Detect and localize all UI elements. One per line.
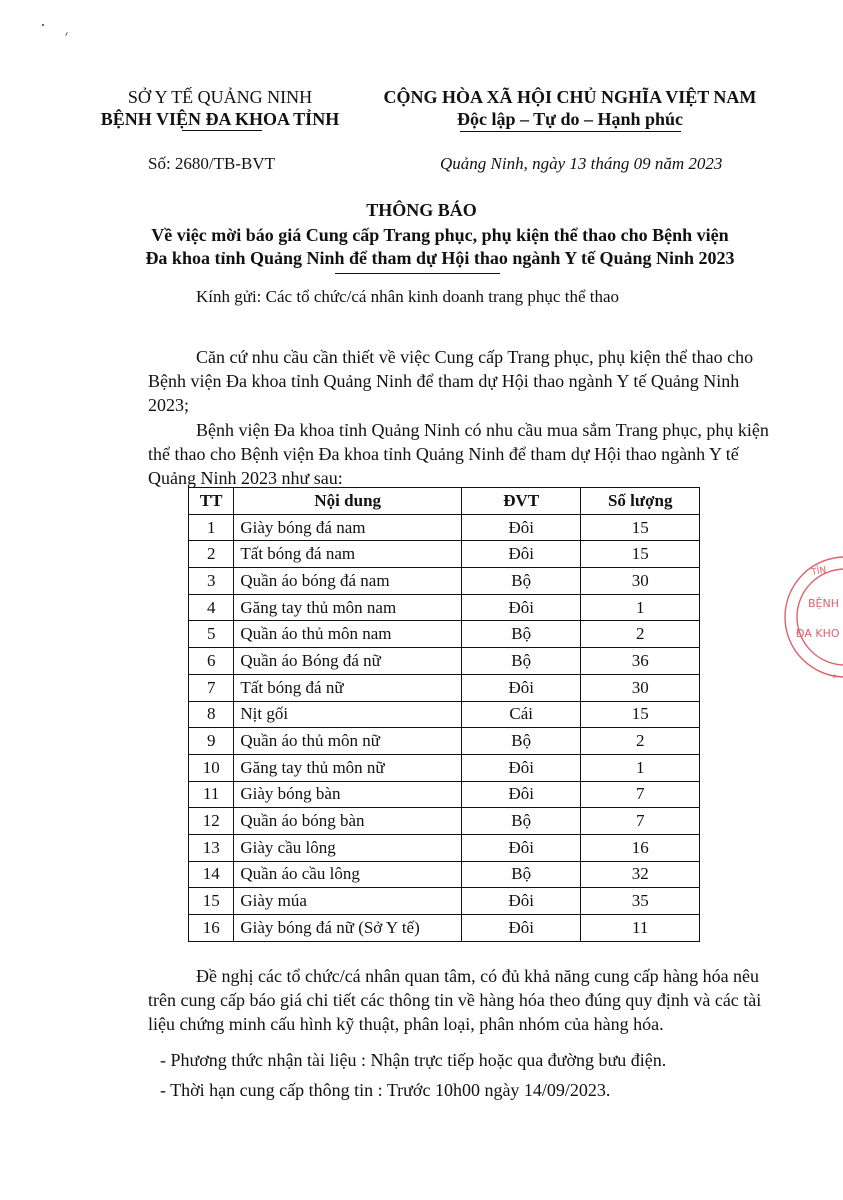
- row-number: 5: [189, 621, 234, 648]
- row-unit: Đôi: [462, 754, 581, 781]
- table-row: [189, 781, 700, 808]
- table-row: [189, 728, 700, 755]
- row-unit: Đôi: [462, 781, 581, 808]
- header-tt: TT: [189, 488, 234, 515]
- row-number: 1: [189, 514, 234, 541]
- document-number: Số: 2680/TB-BVT: [148, 154, 276, 173]
- paragraph-request-text: Đề nghị các tổ chức/cá nhân quan tâm, có đủ khả năng cung cấp hàng hóa nêu trên cung cấp báo giá chi tiết các thông tin về hàng hóa theo đúng quy định và các tài liệu chứng minh cấu hình kỹ thuật, phân loại, phân nhóm của hàng hóa.: [148, 966, 762, 1034]
- row-quantity: 15: [581, 541, 700, 568]
- recipient-line: Kính gửi: Các tổ chức/cá nhân kinh doanh trang phục thể thao: [196, 287, 620, 306]
- stamp-text-mid: BỆNH: [808, 597, 839, 610]
- nation-block: [360, 86, 780, 130]
- row-unit: Bộ: [462, 621, 581, 648]
- row-number: 12: [189, 808, 234, 835]
- row-content: Giày múa: [234, 888, 462, 915]
- row-content: Giày bóng bàn: [234, 781, 462, 808]
- row-quantity: 2: [581, 621, 700, 648]
- issuer-parent: SỞ Y TẾ QUẢNG NINH: [127, 87, 313, 107]
- table-row: [189, 594, 700, 621]
- row-unit: Bộ: [462, 808, 581, 835]
- row-number: 15: [189, 888, 234, 915]
- row-content: Quần áo thủ môn nam: [234, 621, 462, 648]
- row-quantity: 32: [581, 861, 700, 888]
- row-number: 16: [189, 915, 234, 942]
- issuer-underline: [182, 130, 262, 131]
- paragraph-deadline: - Thời hạn cung cấp thông tin : Trước 10h00 ngày 14/09/2023.: [160, 1080, 611, 1100]
- row-unit: Đôi: [462, 915, 581, 942]
- row-content: Giày bóng đá nữ (Sở Y tế): [234, 915, 462, 942]
- row-quantity: 1: [581, 754, 700, 781]
- header-quantity: Số lượng: [581, 488, 700, 515]
- table-row: [189, 674, 700, 701]
- items-table: [188, 487, 700, 942]
- row-quantity: 15: [581, 514, 700, 541]
- table-header-row: [189, 488, 700, 515]
- row-content: Tất bóng đá nam: [234, 541, 462, 568]
- row-unit: Đôi: [462, 888, 581, 915]
- stamp-star-icon: *: [832, 673, 837, 684]
- paragraph-method: - Phương thức nhận tài liệu : Nhận trực tiếp hoặc qua đường bưu điện.: [160, 1050, 667, 1070]
- issuer-name: BỆNH VIỆN ĐA KHOA TỈNH: [100, 109, 340, 129]
- row-content: Găng tay thủ môn nữ: [234, 754, 462, 781]
- row-number: 6: [189, 648, 234, 675]
- row-number: 8: [189, 701, 234, 728]
- place-date: Quảng Ninh, ngày 13 tháng 09 năm 2023: [440, 154, 723, 173]
- row-content: Nịt gối: [234, 701, 462, 728]
- scan-speck: [65, 32, 68, 36]
- row-unit: Đôi: [462, 594, 581, 621]
- row-quantity: 7: [581, 781, 700, 808]
- row-quantity: 15: [581, 701, 700, 728]
- nation-title: CỘNG HÒA XÃ HỘI CHỦ NGHĨA VIỆT NAM: [383, 87, 757, 107]
- table-row: [189, 834, 700, 861]
- paragraph-need-text: Bệnh viện Đa khoa tỉnh Quảng Ninh có nhu cầu mua sắm Trang phục, phụ kiện thể thao cho Bệnh viện Đa khoa tỉnh Quảng Ninh để tham dự Hội thao ngành Y tế Quảng Ninh 2023 như sau:: [148, 420, 769, 488]
- table-row: [189, 621, 700, 648]
- row-content: Tất bóng đá nữ: [234, 674, 462, 701]
- paragraph-need: [148, 418, 778, 490]
- row-number: 14: [189, 861, 234, 888]
- table-row: [189, 808, 700, 835]
- paragraph-basis: [148, 345, 778, 417]
- row-content: Giày cầu lông: [234, 834, 462, 861]
- row-quantity: 36: [581, 648, 700, 675]
- motto-underline: [460, 131, 681, 132]
- row-number: 2: [189, 541, 234, 568]
- row-quantity: 7: [581, 808, 700, 835]
- row-quantity: 35: [581, 888, 700, 915]
- row-content: Giày bóng đá nam: [234, 514, 462, 541]
- subtitle-underline: [335, 273, 500, 274]
- document-title: THÔNG BÁO: [366, 200, 477, 220]
- row-quantity: 30: [581, 568, 700, 595]
- row-unit: Bộ: [462, 568, 581, 595]
- row-content: Quần áo thủ môn nữ: [234, 728, 462, 755]
- stamp-text-top: TỈN: [810, 565, 828, 578]
- table-row: [189, 915, 700, 942]
- table-row: [189, 541, 700, 568]
- row-number: 3: [189, 568, 234, 595]
- row-number: 7: [189, 674, 234, 701]
- document-subtitle: [100, 224, 780, 270]
- row-unit: Đôi: [462, 514, 581, 541]
- table-row: [189, 888, 700, 915]
- row-number: 11: [189, 781, 234, 808]
- issuer-block: [100, 86, 340, 130]
- row-unit: Đôi: [462, 834, 581, 861]
- row-unit: Cái: [462, 701, 581, 728]
- stamp-inner-ring: [797, 569, 843, 665]
- row-unit: Bộ: [462, 861, 581, 888]
- table-row: [189, 861, 700, 888]
- header-content: Nội dung: [234, 488, 462, 515]
- row-content: Quần áo Bóng đá nữ: [234, 648, 462, 675]
- row-quantity: 30: [581, 674, 700, 701]
- row-number: 9: [189, 728, 234, 755]
- row-unit: Bộ: [462, 648, 581, 675]
- scan-speck: [42, 24, 44, 26]
- row-number: 13: [189, 834, 234, 861]
- subtitle-line-2: Đa khoa tỉnh Quảng Ninh để tham dự Hội thao ngành Y tế Quảng Ninh 2023: [145, 248, 735, 268]
- header-unit: ĐVT: [462, 488, 581, 515]
- table-row: [189, 648, 700, 675]
- row-quantity: 1: [581, 594, 700, 621]
- table-row: [189, 568, 700, 595]
- subtitle-line-1: Về việc mời báo giá Cung cấp Trang phục, phụ kiện thể thao cho Bệnh viện: [151, 225, 729, 245]
- row-content: Quần áo cầu lông: [234, 861, 462, 888]
- paragraph-request: [148, 964, 778, 1036]
- table-row: [189, 754, 700, 781]
- row-number: 10: [189, 754, 234, 781]
- row-content: Quần áo bóng bàn: [234, 808, 462, 835]
- row-quantity: 2: [581, 728, 700, 755]
- stamp-text-bottom: ĐA KHO: [796, 627, 840, 640]
- red-seal-stamp: [770, 555, 843, 685]
- table-row: [189, 514, 700, 541]
- paragraph-basis-text: Căn cứ nhu cầu cần thiết về việc Cung cấp Trang phục, phụ kiện thể thao cho Bệnh viện Đa khoa tỉnh Quảng Ninh để tham dự Hội thao ngành Y tế Quảng Ninh 2023;: [148, 347, 754, 415]
- row-quantity: 16: [581, 834, 700, 861]
- row-quantity: 11: [581, 915, 700, 942]
- table-row: [189, 701, 700, 728]
- row-number: 4: [189, 594, 234, 621]
- row-unit: Đôi: [462, 674, 581, 701]
- row-content: Quần áo bóng đá nam: [234, 568, 462, 595]
- nation-motto: Độc lập – Tự do – Hạnh phúc: [456, 109, 684, 129]
- row-unit: Bộ: [462, 728, 581, 755]
- row-content: Găng tay thủ môn nam: [234, 594, 462, 621]
- row-unit: Đôi: [462, 541, 581, 568]
